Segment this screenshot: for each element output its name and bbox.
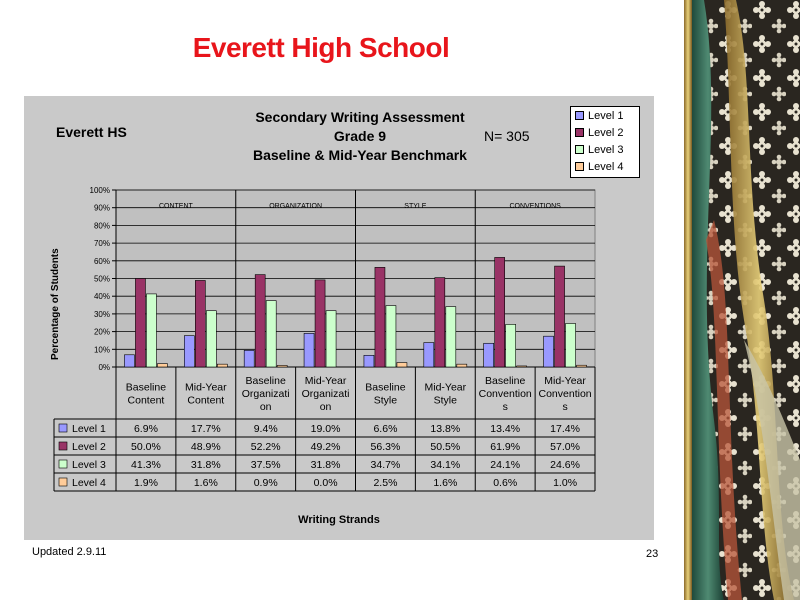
updated-date-note: Updated 2.9.11 <box>32 546 107 558</box>
table-cell: 9.4% <box>253 423 278 435</box>
table-legend-swatch <box>59 478 67 486</box>
slide-title: Everett High School <box>192 32 450 63</box>
table-cell: 19.0% <box>310 423 341 435</box>
category-label: Convention <box>478 388 532 400</box>
chart-title <box>210 108 510 165</box>
table-cell: 17.4% <box>550 423 580 435</box>
y-tick-label: 30% <box>93 309 110 319</box>
table-cell: 1.9% <box>133 477 158 489</box>
category-label: Style <box>433 394 457 407</box>
table-cell: 24.6% <box>550 459 580 471</box>
chart-title-line-2: Grade 9 <box>333 128 387 144</box>
bar-level-3 <box>206 311 216 367</box>
bar-level-3 <box>446 307 456 367</box>
bar-level-1 <box>244 350 254 367</box>
category-label: Mid-Year <box>544 375 586 387</box>
table-cell: 1.6% <box>433 477 458 489</box>
y-tick-label: 100% <box>89 186 110 195</box>
table-cell: 41.3% <box>131 459 161 471</box>
chart-panel <box>24 96 654 540</box>
y-tick-label: 60% <box>93 256 110 266</box>
legend-swatch-level-2 <box>575 128 584 137</box>
bar-level-2 <box>195 280 205 367</box>
category-label: Style <box>373 394 398 407</box>
table-cell: 48.9% <box>190 441 221 453</box>
category-label: Mid-Year <box>304 375 347 387</box>
table-cell: 34.7% <box>370 459 401 471</box>
bar-level-4 <box>217 364 227 367</box>
y-tick-label: 20% <box>93 327 110 337</box>
legend-label-level-4: Level 4 <box>588 160 624 173</box>
bar-level-4 <box>397 363 407 367</box>
bar-level-1 <box>544 336 554 367</box>
legend-item-level-4 <box>571 158 639 175</box>
category-label: Baseline <box>485 375 526 387</box>
table-series-label: Level 4 <box>72 477 106 489</box>
bar-level-2 <box>255 275 265 367</box>
table-cell: 1.0% <box>553 477 578 489</box>
table-cell: 0.0% <box>313 477 338 489</box>
bar-level-2 <box>555 266 565 367</box>
table-cell: 52.2% <box>250 441 281 453</box>
chart-title-line-3: Baseline & Mid-Year Benchmark <box>253 147 467 163</box>
table-cell: 37.5% <box>250 459 281 471</box>
category-label: on <box>259 401 272 413</box>
bar-level-3 <box>326 311 336 367</box>
decorative-side-panel <box>684 0 800 600</box>
legend-swatch-level-1 <box>575 111 584 120</box>
chart-title-line-1: Secondary Writing Assessment <box>255 109 465 125</box>
table-cell: 1.6% <box>193 477 218 489</box>
table-legend-swatch <box>59 424 67 432</box>
bar-level-4 <box>577 365 587 367</box>
bar-level-2 <box>315 280 325 367</box>
bar-level-3 <box>566 323 576 367</box>
legend-label-level-1: Level 1 <box>588 109 624 122</box>
y-tick-label: 10% <box>93 345 110 355</box>
table-cell: 17.7% <box>190 423 221 435</box>
category-label: Baseline <box>365 381 406 394</box>
bar-level-3 <box>506 324 516 367</box>
y-tick-label: 50% <box>93 274 110 284</box>
category-label: Baseline <box>125 381 167 394</box>
page-number: 23 <box>646 548 659 560</box>
legend-label-level-2: Level 2 <box>588 126 624 139</box>
table-cell: 6.6% <box>373 423 398 435</box>
bar-level-2 <box>495 257 505 367</box>
y-tick-label: 0% <box>98 363 110 372</box>
chart-legend <box>570 106 640 178</box>
bar-level-2 <box>135 279 145 368</box>
bar-level-1 <box>304 333 314 367</box>
bar-level-1 <box>484 343 494 367</box>
bar-level-2 <box>375 267 385 367</box>
table-cell: 13.8% <box>430 423 461 435</box>
table-cell: 31.8% <box>310 459 341 471</box>
table-cell: 49.2% <box>310 441 341 453</box>
legend-item-level-3 <box>571 141 639 158</box>
category-label: Mid-Year <box>184 381 227 394</box>
table-cell: 0.9% <box>253 477 278 489</box>
category-label: s <box>502 401 508 413</box>
bar-level-3 <box>146 294 156 367</box>
table-series-label: Level 2 <box>72 441 106 453</box>
bar-level-3 <box>386 306 396 367</box>
bar-level-1 <box>424 343 434 367</box>
table-cell: 13.4% <box>490 423 521 435</box>
bar-level-4 <box>517 366 527 367</box>
table-series-label: Level 3 <box>72 459 106 471</box>
bar-level-1 <box>184 336 194 367</box>
table-cell: 50.0% <box>131 441 161 453</box>
y-axis-title: Percentage of Students <box>50 248 61 360</box>
school-label: Everett HS <box>56 124 127 140</box>
table-cell: 6.9% <box>133 423 158 435</box>
category-label: Content <box>187 394 225 407</box>
category-label: Organizati <box>301 388 350 400</box>
legend-item-level-1 <box>571 107 639 124</box>
legend-swatch-level-3 <box>575 145 584 154</box>
y-tick-label: 70% <box>93 239 110 249</box>
table-legend-swatch <box>59 460 67 468</box>
category-label: on <box>319 401 332 413</box>
group-label: CONVENTIONS <box>509 203 561 210</box>
bar-level-4 <box>157 364 167 367</box>
bar-level-4 <box>277 365 287 367</box>
table-cell: 56.3% <box>370 441 401 453</box>
x-axis-title: Writing Strands <box>298 514 380 526</box>
bar-level-3 <box>266 301 276 367</box>
y-tick-label: 40% <box>93 292 110 302</box>
category-label: Baseline <box>245 375 286 387</box>
category-label: Mid-Year <box>424 381 467 394</box>
group-label: STYLE <box>404 203 427 210</box>
category-label: s <box>562 401 568 413</box>
y-tick-label: 80% <box>93 221 110 231</box>
legend-item-level-2 <box>571 124 639 141</box>
table-cell: 24.1% <box>490 459 521 471</box>
bar-level-1 <box>364 355 374 367</box>
y-tick-label: 90% <box>93 203 110 213</box>
table-cell: 61.9% <box>490 441 521 453</box>
bar-level-1 <box>124 355 134 367</box>
n-count-label: N= 305 <box>484 128 530 144</box>
legend-label-level-3: Level 3 <box>588 143 624 156</box>
group-label: CONTENT <box>158 203 193 210</box>
table-cell: 50.5% <box>430 441 461 453</box>
table-cell: 0.6% <box>493 477 518 489</box>
table-cell: 31.8% <box>190 459 221 471</box>
category-label: Convention <box>538 388 592 400</box>
table-cell: 57.0% <box>550 441 580 453</box>
table-cell: 34.1% <box>430 459 461 471</box>
table-legend-swatch <box>59 442 67 450</box>
bar-level-4 <box>457 364 467 367</box>
legend-swatch-level-4 <box>575 162 584 171</box>
table-series-label: Level 1 <box>72 423 106 435</box>
category-label: Content <box>127 394 165 407</box>
category-label: Organizati <box>241 388 290 400</box>
bar-level-2 <box>435 278 445 367</box>
group-label: ORGANIZATION <box>269 203 323 210</box>
table-cell: 2.5% <box>373 477 398 489</box>
